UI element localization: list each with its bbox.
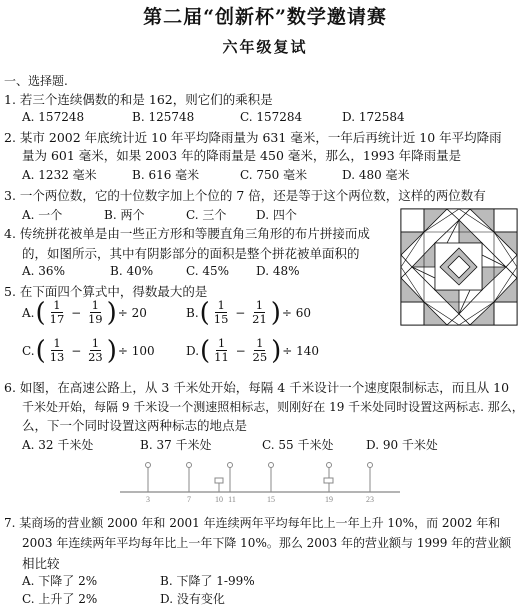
q5-option-c: C. ( $\frac{1}{13}$ − $\frac{1}{23}$ ) ÷ 100 xyxy=(22,335,155,366)
axis-label-19: 19 xyxy=(325,495,333,504)
q5-option-a: A. ( $\frac{1}{17}$ − $\frac{1}{19}$ ) ÷ 20 xyxy=(22,297,147,328)
q1-option-a: A. 157248 xyxy=(22,110,85,124)
fraction: $\frac{1}{21}$ xyxy=(252,298,267,326)
q5-option-a-label: A. xyxy=(22,305,35,320)
q5-option-d-label: D. xyxy=(186,343,200,358)
question-1-text: 1. 若三个连续偶数的和是 162，则它们的乘积是 xyxy=(4,92,273,107)
question-2-line-2: 量为 601 毫米，如果 2003 年的降雨量是 450 毫米，那么，1993 年降雨量是 xyxy=(22,148,462,163)
q4-option-d: D. 48% xyxy=(256,264,300,278)
q2-option-a: A. 1232 毫米 xyxy=(22,168,97,182)
axis-label-15: 15 xyxy=(267,495,275,504)
fraction: $\frac{1}{15}$ xyxy=(213,298,229,326)
q4-option-a: A. 36% xyxy=(22,264,65,278)
question-5-text: 5. 在下面四个算式中，得数最大的是 xyxy=(4,284,208,299)
q5-option-c-label: C. xyxy=(22,343,35,358)
page-title: 第二届“创新杯”数学邀请赛 xyxy=(143,6,387,28)
q3-option-c: C. 三个 xyxy=(186,208,227,222)
fraction: $\frac{1}{19}$ xyxy=(87,298,103,326)
q1-option-b: B. 125748 xyxy=(132,110,195,124)
axis-label-10: 10 xyxy=(215,495,223,504)
q7-option-a: A. 下降了 2% xyxy=(22,574,98,588)
q1-option-d: D. 172584 xyxy=(342,110,405,124)
q6-option-b: B. 37 千米处 xyxy=(140,438,212,452)
q6-option-c: C. 55 千米处 xyxy=(262,438,334,452)
axis-label-7: 7 xyxy=(187,495,191,504)
axis-label-11: 11 xyxy=(228,495,236,504)
q7-option-c: C. 上升了 2% xyxy=(22,592,98,606)
q2-option-c: C. 750 毫米 xyxy=(240,168,308,182)
question-6-line-2: 千米处开始，每隔 9 千米设一个测速照相标志，则刚好在 19 千米处同时设置这两标志. 那么， xyxy=(22,400,524,414)
q3-option-a: A. 一个 xyxy=(22,208,63,222)
question-6-line-1: 6. 如图，在高速公路上，从 3 千米处开始，每隔 4 千米设计一个速度限制标志，而且从 10 xyxy=(4,380,510,395)
q7-option-d: D. 没有变化 xyxy=(160,592,225,606)
q6-option-a: A. 32 千米处 xyxy=(22,438,94,452)
fraction: $\frac{1}{25}$ xyxy=(252,336,268,364)
question-7-line-1: 7. 某商场的营业额 2000 年和 2001 年连续两年平均每年比上一年上升 10%，而 2002 年和 xyxy=(4,516,501,530)
q5-option-b-label: B. xyxy=(186,305,199,320)
highway-number-line xyxy=(120,458,400,508)
fraction: $\frac{1}{11}$ xyxy=(214,336,229,364)
q2-option-d: D. 480 毫米 xyxy=(342,168,410,182)
axis-label-23: 23 xyxy=(366,495,374,504)
fraction: $\frac{1}{13}$ xyxy=(49,336,65,364)
question-6-line-3: 么，下一个同时设置这两种标志的地点是 xyxy=(22,418,248,433)
question-7-line-2: 2003 年连续两年平均每年比上一年下降 10%。那么 2003 年的营业额与 1999 年的营业额 xyxy=(22,536,512,550)
q2-option-b: B. 616 毫米 xyxy=(132,168,200,182)
question-7-line-3: 相比较 xyxy=(22,556,60,571)
q4-option-b: B. 40% xyxy=(110,264,154,278)
fraction: $\frac{1}{17}$ xyxy=(49,298,65,326)
q7-option-b: B. 下降了 1-99% xyxy=(160,574,255,588)
q5-option-d: D. ( $\frac{1}{11}$ − $\frac{1}{25}$ ) ÷ 140 xyxy=(186,335,320,366)
question-4-line-1: 4. 传统拼花被单是由一些正方形和等腰直角三角形的布片拼接而成 xyxy=(4,226,370,241)
q4-option-c: C. 45% xyxy=(186,264,230,278)
question-3-text: 3. 一个两位数，它的十位数字加上个位的 7 倍，还是等于这个两位数，这样的两位数有 xyxy=(4,188,486,203)
section-heading: 一、选择题. xyxy=(4,74,68,88)
quilt-pattern-figure xyxy=(400,208,518,326)
question-4-line-2: 的，如图所示，其中有阴影部分的面积是整个拼花被单面积的 xyxy=(22,246,360,261)
fraction: $\frac{1}{23}$ xyxy=(88,336,103,364)
axis-label-3: 3 xyxy=(146,495,150,504)
q5-option-b: B. ( $\frac{1}{15}$ − $\frac{1}{21}$ ) ÷ 60 xyxy=(186,297,312,328)
q3-option-b: B. 两个 xyxy=(104,208,145,222)
page-subtitle: 六年级复试 xyxy=(222,38,308,56)
q3-option-d: D. 四个 xyxy=(256,208,297,222)
question-2-line-1: 2. 某市 2002 年底统计近 10 年平均降雨量为 631 毫米，一年后再统计近 10 年平均降雨 xyxy=(4,130,502,145)
q6-option-d: D. 90 千米处 xyxy=(366,438,438,452)
q1-option-c: C. 157284 xyxy=(240,110,303,124)
